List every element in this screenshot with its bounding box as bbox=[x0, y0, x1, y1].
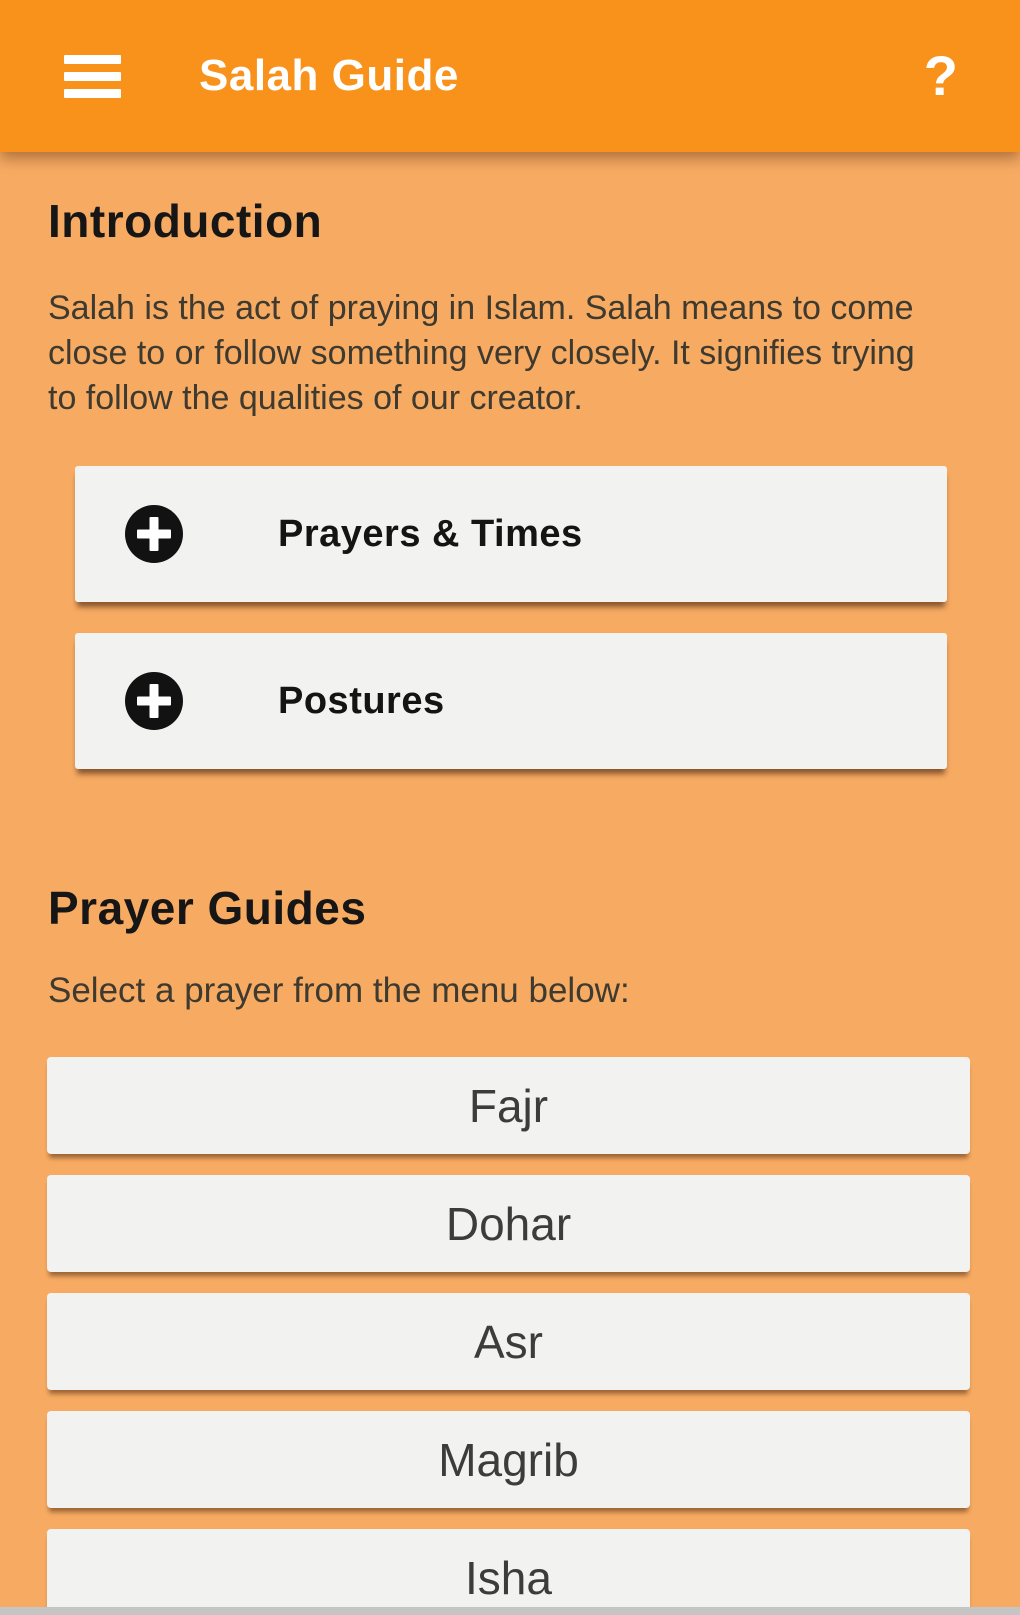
prayer-button-dohar[interactable]: Dohar bbox=[47, 1175, 970, 1272]
app-title: Salah Guide bbox=[199, 51, 459, 100]
plus-icon bbox=[125, 505, 183, 563]
app-header bbox=[0, 0, 1020, 152]
accordion-label: Postures bbox=[278, 679, 445, 722]
page-content bbox=[0, 152, 1020, 1615]
menu-button[interactable] bbox=[64, 55, 121, 98]
accordion-label: Prayers & Times bbox=[278, 512, 583, 555]
prayer-button-magrib[interactable]: Magrib bbox=[47, 1411, 970, 1508]
accordion-postures[interactable] bbox=[75, 633, 947, 769]
help-button[interactable] bbox=[920, 44, 962, 107]
prayer-guides-subtitle: Select a prayer from the menu below: bbox=[48, 971, 630, 1010]
bottom-edge-strip bbox=[0, 1607, 1020, 1615]
introduction-heading: Introduction bbox=[48, 195, 323, 247]
accordion-prayers-and-times[interactable] bbox=[75, 466, 947, 602]
prayer-button-asr[interactable]: Asr bbox=[47, 1293, 970, 1390]
prayer-guides-heading: Prayer Guides bbox=[48, 882, 367, 934]
prayer-button-fajr[interactable]: Fajr bbox=[47, 1057, 970, 1154]
introduction-paragraph: Salah is the act of praying in Islam. Salah means to come close to or follow something very closely. It signifies trying to follow the qualities of our creator. bbox=[48, 289, 915, 417]
hamburger-icon bbox=[64, 55, 121, 98]
plus-icon bbox=[125, 672, 183, 730]
prayer-button-isha[interactable]: Isha bbox=[47, 1529, 970, 1615]
question-mark-icon: ? bbox=[923, 44, 958, 107]
